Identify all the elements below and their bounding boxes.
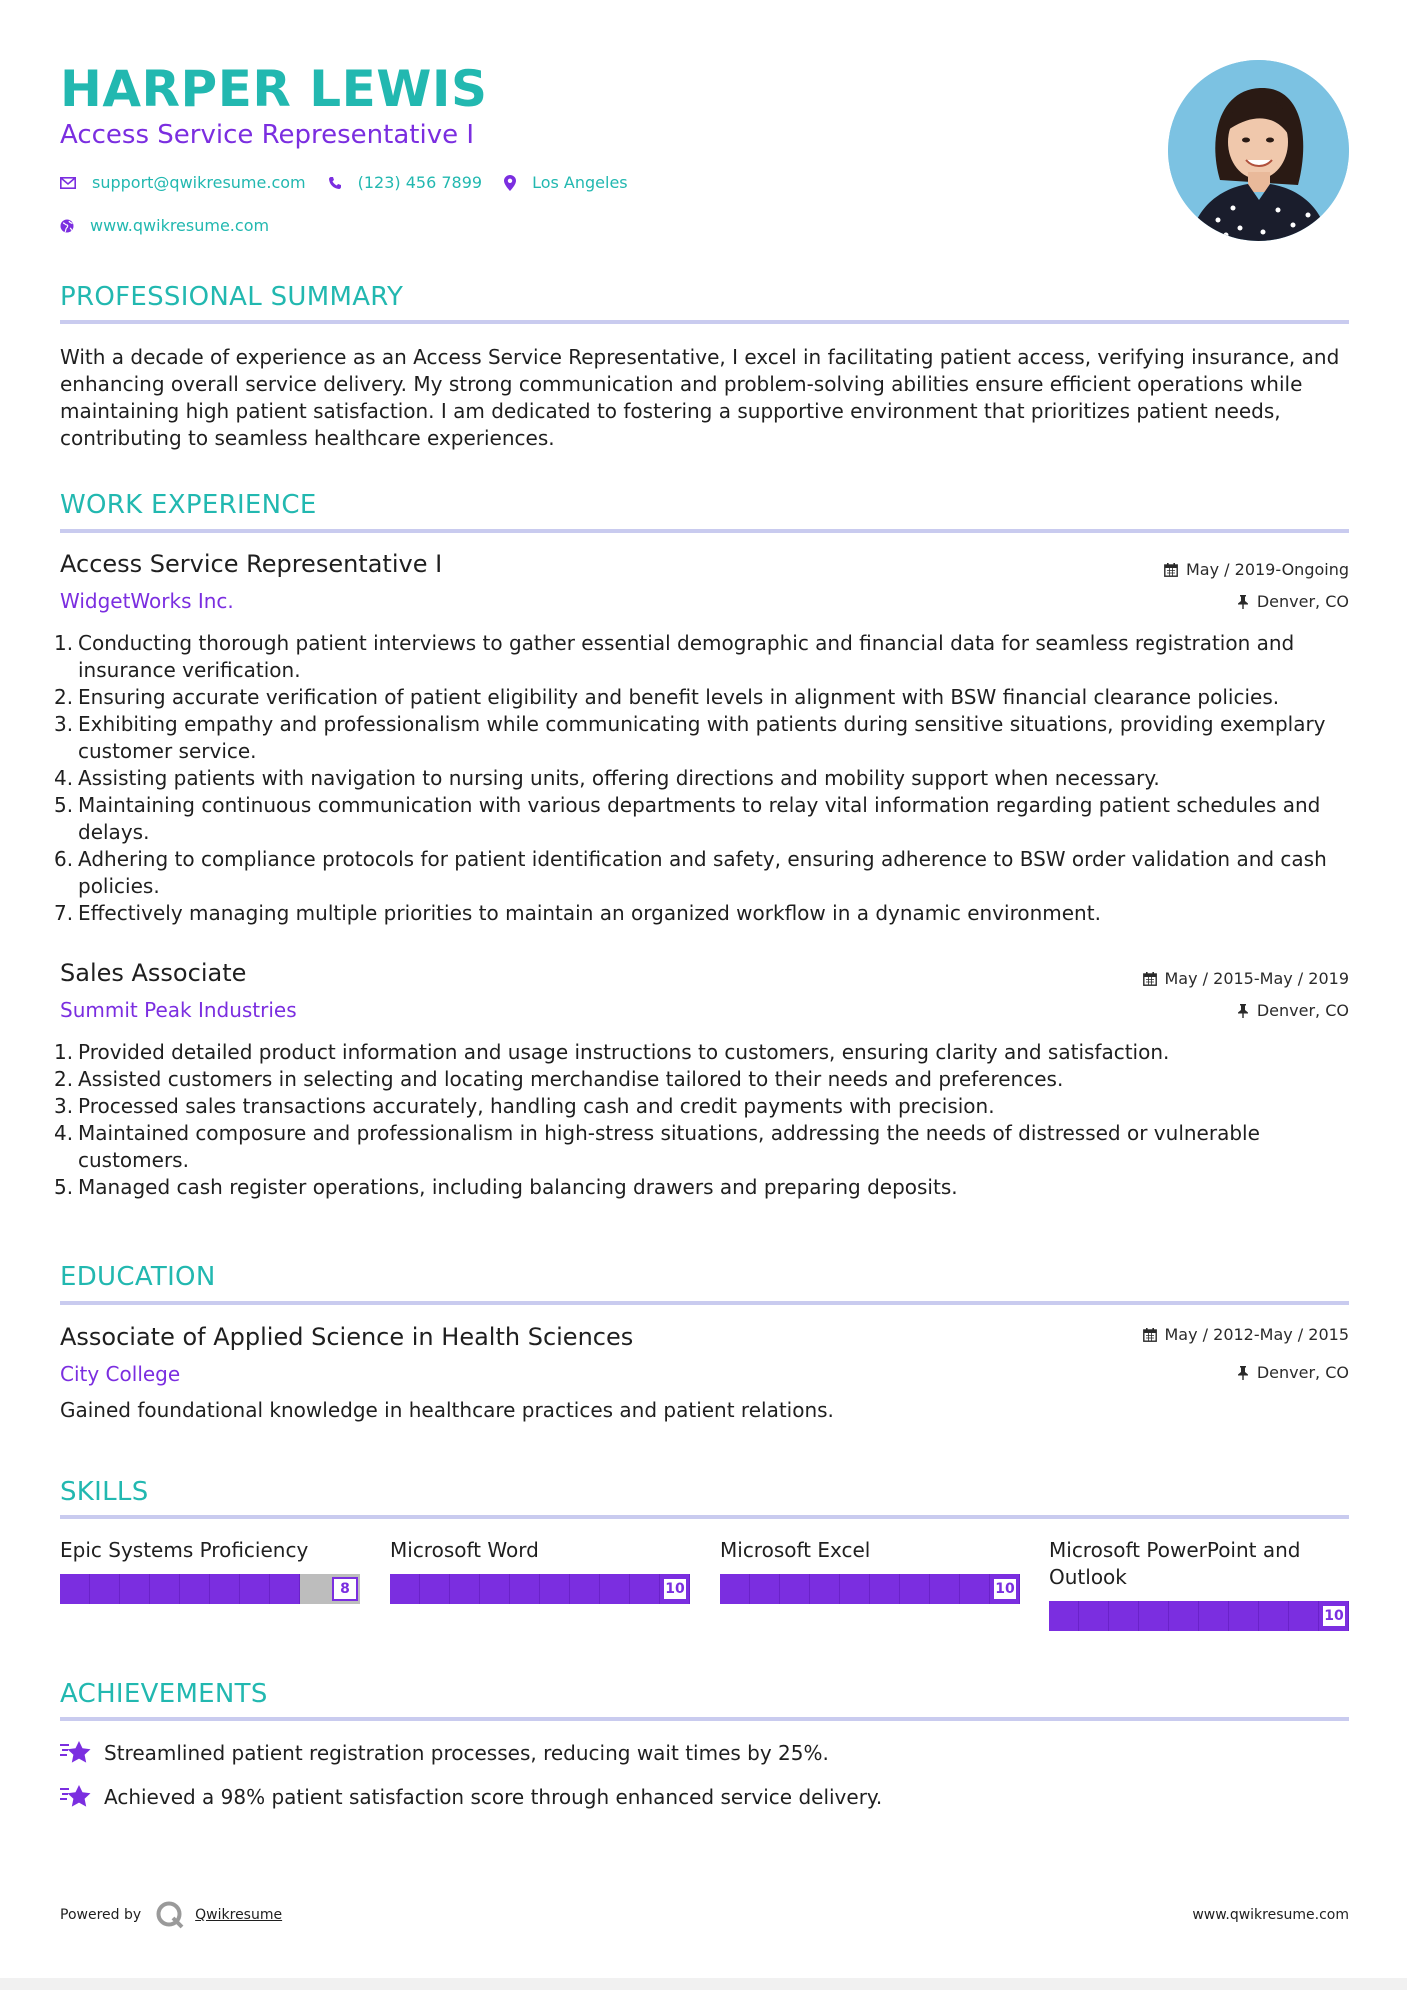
skill-bar-segment [150,1574,180,1604]
skill-bar [60,1574,360,1604]
skill-bar-segment [1079,1601,1109,1631]
list-item: 7. Effectively managing multiple priorities to maintain an organized workflow in a dynamic environment. [54,901,1101,925]
skill-bar-segment [450,1574,480,1604]
job-bullets [54,1039,1352,1201]
list-item: 1. Provided detailed product information and usage instructions to customers, ensuring clarity and satisfaction. [54,1040,1170,1064]
skill-bar-segment [390,1574,420,1604]
skill-bar-fill [390,1574,690,1604]
job-location-text: Denver, CO [1256,1001,1349,1020]
skill-bar-segment [120,1574,150,1604]
school-name: City College [60,1362,181,1386]
skill-bar-segment [900,1574,930,1604]
skill-bar-segment [720,1574,750,1604]
skill-bar-segment [1139,1601,1169,1631]
skill-bar-fill [60,1574,300,1604]
section-divider [60,320,1349,324]
portrait-image [1168,60,1349,241]
skill-name: Microsoft Excel [720,1538,871,1562]
skill-level-badge: 8 [332,1577,358,1601]
skill-bar [1049,1601,1349,1631]
contact-row-primary [60,173,650,192]
candidate-title: Access Service Representative I [60,120,475,150]
education-location [1237,1363,1349,1382]
skill-level-badge: 10 [992,1577,1018,1601]
skill-bar-segment [1289,1601,1319,1631]
contact-website[interactable] [60,216,269,235]
skill-bar-segment [90,1574,120,1604]
achievement-item [60,1740,829,1766]
contact-phone[interactable] [328,173,482,192]
pushpin-icon [1237,1366,1249,1380]
contact-location [504,173,628,192]
qwikresume-link[interactable]: Qwikresume [195,1907,283,1923]
skill-bar-segment [780,1574,810,1604]
skill-bar-segment [810,1574,840,1604]
job-dates [1143,969,1350,988]
skill-name: Microsoft PowerPoint and Outlook [1049,1538,1301,1589]
map-marker-icon [504,175,516,191]
skill-item [390,1537,690,1604]
skill-bar-segment [1199,1601,1229,1631]
list-item: 2. Ensuring accurate verification of patient eligibility and benefit levels in alignment with BSW financial clearance policies. [54,685,1280,709]
skill-bar-segment [480,1574,510,1604]
section-divider [60,1515,1349,1519]
section-title-achievements: ACHIEVEMENTS [60,1679,268,1709]
profile-photo [1168,60,1349,241]
list-item: 3. Processed sales transactions accurately, handling cash and credit payments with precision. [54,1094,995,1118]
pushpin-icon [1237,1004,1249,1018]
achievement-item [60,1784,882,1810]
section-divider [60,529,1349,533]
job-dates-text: May / 2019-Ongoing [1186,560,1349,579]
skill-level-badge: 10 [662,1577,688,1601]
section-title-skills: SKILLS [60,1477,149,1507]
list-item: 3. Exhibiting empathy and professionalism while communicating with patients during sensitive situations, providing exemplary customer service. [54,712,1326,763]
qwikresume-logo-icon [155,1900,185,1930]
star-achievement-icon [60,1740,92,1766]
skill-bar-segment [930,1574,960,1604]
skill-name: Epic Systems Proficiency [60,1538,309,1562]
skill-item [720,1537,1020,1604]
calendar-icon [1143,972,1157,986]
section-title-summary: PROFESSIONAL SUMMARY [60,282,404,312]
phone-text[interactable]: (123) 456 7899 [357,173,483,192]
skill-bar-fill [720,1574,1020,1604]
skill-bar-segment [540,1574,570,1604]
education-dates-text: May / 2012-May / 2015 [1164,1325,1349,1344]
summary-text: With a decade of experience as an Access Service Representative, I excel in facilitating patient access, verifying insurance, and enhancing overall service delivery. My strong communication and problem-solving abilities ensure efficient operations while maintaining high patient satisfaction. I am dedicated to fostering a supportive environment that prioritizes patient needs, contributing to seamless healthcare experiences. [60,345,1340,450]
star-achievement-icon [60,1784,92,1810]
skill-bar-segment [1259,1601,1289,1631]
skill-bar-segment [960,1574,990,1604]
skill-bar-segment [1229,1601,1259,1631]
footer-website[interactable]: www.qwikresume.com [1192,1907,1349,1923]
list-item: 1. Conducting thorough patient interviews to gather essential demographic and financial data for seamless registration and insurance verification. [54,631,1295,682]
skill-level-badge: 10 [1321,1604,1347,1628]
calendar-icon [1164,563,1178,577]
powered-by-label: Powered by [60,1907,142,1923]
education-description: Gained foundational knowledge in healthcare practices and patient relations. [60,1398,834,1422]
calendar-icon [1143,1328,1157,1342]
contact-row-secondary [60,216,291,235]
list-item: 5. Maintaining continuous communication with various departments to relay vital information regarding patient schedules and delays. [54,793,1321,844]
candidate-name: HARPER LEWIS [60,60,488,118]
skill-bar [390,1574,690,1604]
education-location-text: Denver, CO [1256,1363,1349,1382]
job-dates-text: May / 2015-May / 2019 [1164,969,1349,988]
skill-name: Microsoft Word [390,1538,539,1562]
skill-bar-segment [630,1574,660,1604]
skill-bar-segment [1049,1601,1079,1631]
job-title: Sales Associate [60,959,247,987]
skill-bar-segment [870,1574,900,1604]
list-item: 2. Assisted customers in selecting and locating merchandise tailored to their needs and preferences. [54,1067,1064,1091]
job-company: WidgetWorks Inc. [60,589,234,613]
skill-bar-segment [180,1574,210,1604]
list-item: 5. Managed cash register operations, including balancing drawers and preparing deposits. [54,1175,958,1199]
skill-bar-segment [510,1574,540,1604]
skill-bar-fill [1049,1601,1349,1631]
skill-bar-segment [420,1574,450,1604]
page-bottom-band [0,1978,1407,1990]
list-item: 6. Adhering to compliance protocols for patient identification and safety, ensuring adherence to BSW order validation and cash policies. [54,847,1327,898]
skill-bar-segment [600,1574,630,1604]
footer-powered-by [60,1900,282,1930]
skill-bar-segment [210,1574,240,1604]
pushpin-icon [1237,595,1249,609]
education-dates [1143,1325,1350,1344]
section-divider [60,1301,1349,1305]
skill-bar-segment [570,1574,600,1604]
job-title: Access Service Representative I [60,550,443,578]
job-location [1237,1001,1349,1020]
location-text: Los Angeles [532,173,628,192]
job-location-text: Denver, CO [1256,592,1349,611]
skill-bar-segment [840,1574,870,1604]
phone-icon [328,176,342,190]
job-dates [1164,560,1349,579]
skill-item [1049,1537,1349,1631]
list-item: 4. Assisting patients with navigation to nursing units, offering directions and mobility support when necessary. [54,766,1160,790]
achievement-text: Achieved a 98% patient satisfaction score through enhanced service delivery. [104,1785,883,1809]
skill-bar-segment [240,1574,270,1604]
list-item: 4. Maintained composure and professionalism in high-stress situations, addressing the needs of distressed or vulnerable customers. [54,1121,1260,1172]
degree-title: Associate of Applied Science in Health Sciences [60,1323,634,1351]
contact-email[interactable] [60,173,306,192]
section-title-experience: WORK EXPERIENCE [60,490,317,520]
email-text[interactable]: support@qwikresume.com [92,173,306,192]
globe-icon [60,219,74,233]
section-title-education: EDUCATION [60,1262,216,1292]
envelope-icon [60,177,76,189]
job-bullets [54,630,1352,927]
section-divider [60,1717,1349,1721]
job-company: Summit Peak Industries [60,998,297,1022]
skill-bar-segment [750,1574,780,1604]
website-text[interactable]: www.qwikresume.com [90,216,270,235]
skill-bar [720,1574,1020,1604]
achievement-text: Streamlined patient registration processes, reducing wait times by 25%. [104,1741,829,1765]
skill-bar-segment [1169,1601,1199,1631]
job-location [1237,592,1349,611]
skill-bar-segment [270,1574,300,1604]
skill-bar-segment [60,1574,90,1604]
skill-bar-segment [1109,1601,1139,1631]
skill-item [60,1537,360,1604]
